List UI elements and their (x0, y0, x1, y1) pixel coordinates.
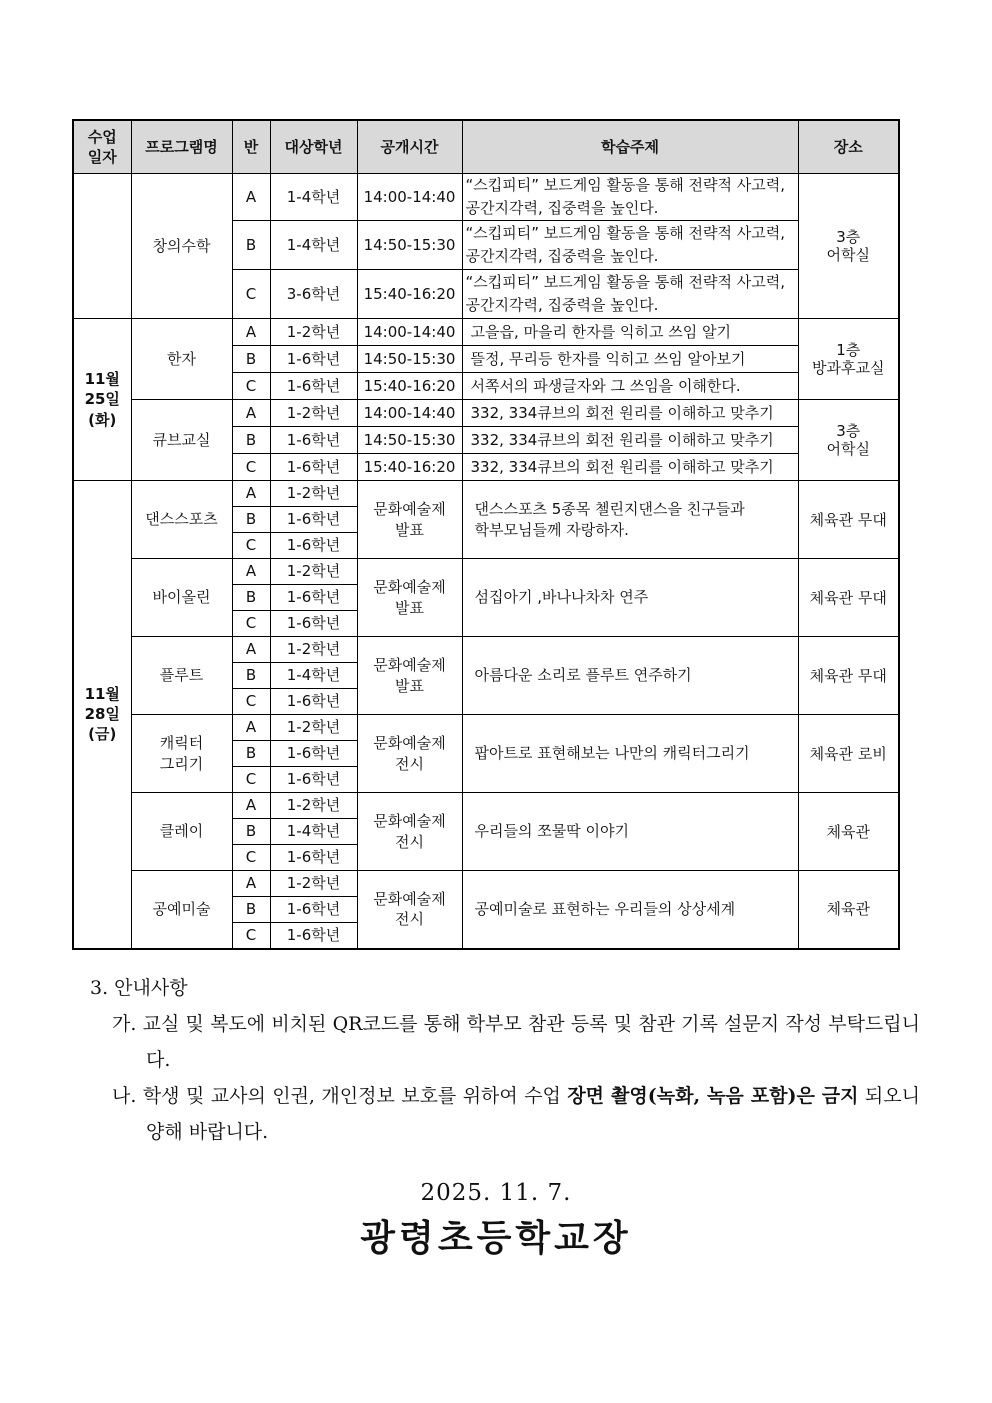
grade-cell: 1-4학년 (270, 663, 357, 689)
class-cell: C (232, 845, 270, 871)
time-cell: 15:40-16:20 (357, 270, 462, 319)
notice-section (90, 970, 920, 1150)
document-date: 2025. 11. 7. (420, 1180, 572, 1206)
grade-cell: 1-6학년 (270, 454, 357, 481)
grade-cell: 1-2학년 (270, 715, 357, 741)
grade-cell: 1-6학년 (270, 923, 357, 949)
program-name: 한자 (131, 319, 232, 400)
time-cell: 문화예술제 발표 (357, 481, 462, 559)
time-cell: 14:50-15:30 (357, 221, 462, 270)
program-name: 캐릭터 그리기 (131, 715, 232, 793)
class-cell: B (232, 819, 270, 845)
table-row (73, 319, 899, 346)
grade-cell: 1-4학년 (270, 819, 357, 845)
grade-cell: 1-2학년 (270, 871, 357, 897)
class-cell: B (232, 221, 270, 270)
table-body (73, 174, 899, 949)
table-row (73, 400, 899, 427)
program-name: 바이올린 (131, 559, 232, 637)
program-name: 큐브교실 (131, 400, 232, 481)
grade-cell: 1-6학년 (270, 346, 357, 373)
class-cell: A (232, 793, 270, 819)
class-cell: C (232, 373, 270, 400)
time-cell: 14:50-15:30 (357, 346, 462, 373)
class-cell: C (232, 923, 270, 949)
grade-cell: 1-2학년 (270, 559, 357, 585)
place-cell: 3층 어학실 (798, 174, 899, 319)
header-date: 수업 일자 (73, 120, 131, 174)
grade-cell: 1-6학년 (270, 533, 357, 559)
grade-cell: 1-4학년 (270, 221, 357, 270)
grade-cell: 1-2학년 (270, 793, 357, 819)
grade-cell: 1-2학년 (270, 400, 357, 427)
program-name: 창의수학 (131, 174, 232, 319)
grade-cell: 1-6학년 (270, 845, 357, 871)
header-class: 반 (232, 120, 270, 174)
class-cell: B (232, 897, 270, 923)
place-cell: 3층 어학실 (798, 400, 899, 481)
header-time: 공개시간 (357, 120, 462, 174)
time-cell: 14:00-14:40 (357, 319, 462, 346)
topic-cell: 332, 334큐브의 회전 원리를 이해하고 맞추기 (462, 400, 798, 427)
notice-item-2 (90, 1078, 920, 1150)
grade-cell: 1-6학년 (270, 689, 357, 715)
grade-cell: 1-6학년 (270, 741, 357, 767)
class-cell: A (232, 559, 270, 585)
topic-cell: 아름다운 소리로 플루트 연주하기 (462, 637, 798, 715)
notice-item-2-text-b: 되오니 양해 바랍니다. (146, 1085, 920, 1143)
topic-cell: 서쪽서의 파생글자와 그 쓰임을 이해한다. (462, 373, 798, 400)
class-cell: B (232, 346, 270, 373)
time-cell: 문화예술제 발표 (357, 559, 462, 637)
header-place: 장소 (798, 120, 899, 174)
time-cell: 14:00-14:40 (357, 400, 462, 427)
class-cell: B (232, 507, 270, 533)
class-cell: C (232, 454, 270, 481)
table-row (73, 637, 899, 663)
place-cell: 체육관 로비 (798, 715, 899, 793)
time-cell: 문화예술제 발표 (357, 637, 462, 715)
program-name: 클레이 (131, 793, 232, 871)
topic-cell: 공예미술로 표현하는 우리들의 상상세계 (462, 871, 798, 949)
class-cell: A (232, 637, 270, 663)
class-cell: C (232, 767, 270, 793)
notice-item-2-marker: 나. (112, 1085, 137, 1107)
notice-item-2-text-a: 학생 및 교사의 인권, 개인정보 보호를 위하여 수업 (142, 1085, 568, 1107)
topic-cell: 332, 334큐브의 회전 원리를 이해하고 맞추기 (462, 427, 798, 454)
topic-cell: 332, 334큐브의 회전 원리를 이해하고 맞추기 (462, 454, 798, 481)
notice-item-1-marker: 가. (112, 1013, 137, 1035)
grade-cell: 1-6학년 (270, 507, 357, 533)
class-cell: A (232, 481, 270, 507)
grade-cell: 1-2학년 (270, 637, 357, 663)
header-topic: 학습주제 (462, 120, 798, 174)
table-row (73, 793, 899, 819)
notice-item-1-text: 교실 및 복도에 비치된 QR코드를 통해 학부모 참관 등록 및 참관 기록 설문지 작성 부탁드립니다. (142, 1013, 920, 1071)
place-cell: 체육관 무대 (798, 637, 899, 715)
date-cell: 11월 28일 (금) (73, 481, 131, 949)
class-cell: A (232, 400, 270, 427)
table-row (73, 715, 899, 741)
table-row (73, 559, 899, 585)
grade-cell: 1-2학년 (270, 319, 357, 346)
class-cell: C (232, 270, 270, 319)
grade-cell: 1-6학년 (270, 897, 357, 923)
date-cell: 11월 25일 (화) (73, 319, 131, 481)
class-cell: C (232, 611, 270, 637)
class-cell: C (232, 689, 270, 715)
date-cell-empty (73, 174, 131, 319)
program-name: 공예미술 (131, 871, 232, 949)
grade-cell: 3-6학년 (270, 270, 357, 319)
topic-cell: “스킵피티” 보드게임 활동을 통해 전략적 사고력, 공간지각력, 집중력을 높인다. (462, 174, 798, 221)
place-cell: 1층 방과후교실 (798, 319, 899, 400)
place-cell: 체육관 (798, 871, 899, 949)
class-cell: B (232, 663, 270, 689)
class-cell: A (232, 174, 270, 221)
grade-cell: 1-6학년 (270, 611, 357, 637)
class-cell: A (232, 715, 270, 741)
class-cell: A (232, 871, 270, 897)
notice-item-1 (90, 1006, 920, 1078)
class-cell: A (232, 319, 270, 346)
topic-cell: 고을읍, 마을리 한자를 익히고 쓰임 알기 (462, 319, 798, 346)
grade-cell: 1-6학년 (270, 373, 357, 400)
grade-cell: 1-6학년 (270, 767, 357, 793)
grade-cell: 1-6학년 (270, 427, 357, 454)
class-cell: B (232, 427, 270, 454)
table-row (73, 871, 899, 897)
time-cell: 문화예술제 전시 (357, 715, 462, 793)
notice-item-2-bold: 장면 촬영(녹화, 녹음 포함)은 금지 (567, 1085, 859, 1107)
time-cell: 문화예술제 전시 (357, 871, 462, 949)
schedule-table (72, 119, 900, 950)
notice-heading: 3. 안내사항 (90, 977, 188, 999)
class-cell: B (232, 741, 270, 767)
class-cell: C (232, 533, 270, 559)
topic-cell: 섬집아기 ,바나나차차 연주 (462, 559, 798, 637)
header-program: 프로그램명 (131, 120, 232, 174)
topic-cell: 뜰정, 무리등 한자를 익히고 쓰임 알아보기 (462, 346, 798, 373)
place-cell: 체육관 (798, 793, 899, 871)
program-name: 플루트 (131, 637, 232, 715)
header-grade: 대상학년 (270, 120, 357, 174)
place-cell: 체육관 무대 (798, 481, 899, 559)
grade-cell: 1-6학년 (270, 585, 357, 611)
table-row (73, 481, 899, 507)
signature: 광령초등학교장 (360, 1217, 632, 1259)
grade-cell: 1-2학년 (270, 481, 357, 507)
time-cell: 14:50-15:30 (357, 427, 462, 454)
time-cell: 15:40-16:20 (357, 373, 462, 400)
time-cell: 문화예술제 전시 (357, 793, 462, 871)
class-cell: B (232, 585, 270, 611)
table-row (73, 174, 899, 221)
place-cell: 체육관 무대 (798, 559, 899, 637)
topic-cell: 우리들의 쪼물딱 이야기 (462, 793, 798, 871)
time-cell: 14:00-14:40 (357, 174, 462, 221)
topic-cell: 팝아트로 표현해보는 나만의 캐릭터그리기 (462, 715, 798, 793)
time-cell: 15:40-16:20 (357, 454, 462, 481)
grade-cell: 1-4학년 (270, 174, 357, 221)
topic-cell: 댄스스포츠 5종목 첼린지댄스을 친구들과 학부모님들께 자랑하자. (462, 481, 798, 559)
header-row (73, 120, 899, 174)
program-name: 댄스스포츠 (131, 481, 232, 559)
topic-cell: “스킵피티” 보드게임 활동을 통해 전략적 사고력, 공간지각력, 집중력을 높인다. (462, 221, 798, 270)
topic-cell: “스킵피티” 보드게임 활동을 통해 전략적 사고력, 공간지각력, 집중력을 높인다. (462, 270, 798, 319)
